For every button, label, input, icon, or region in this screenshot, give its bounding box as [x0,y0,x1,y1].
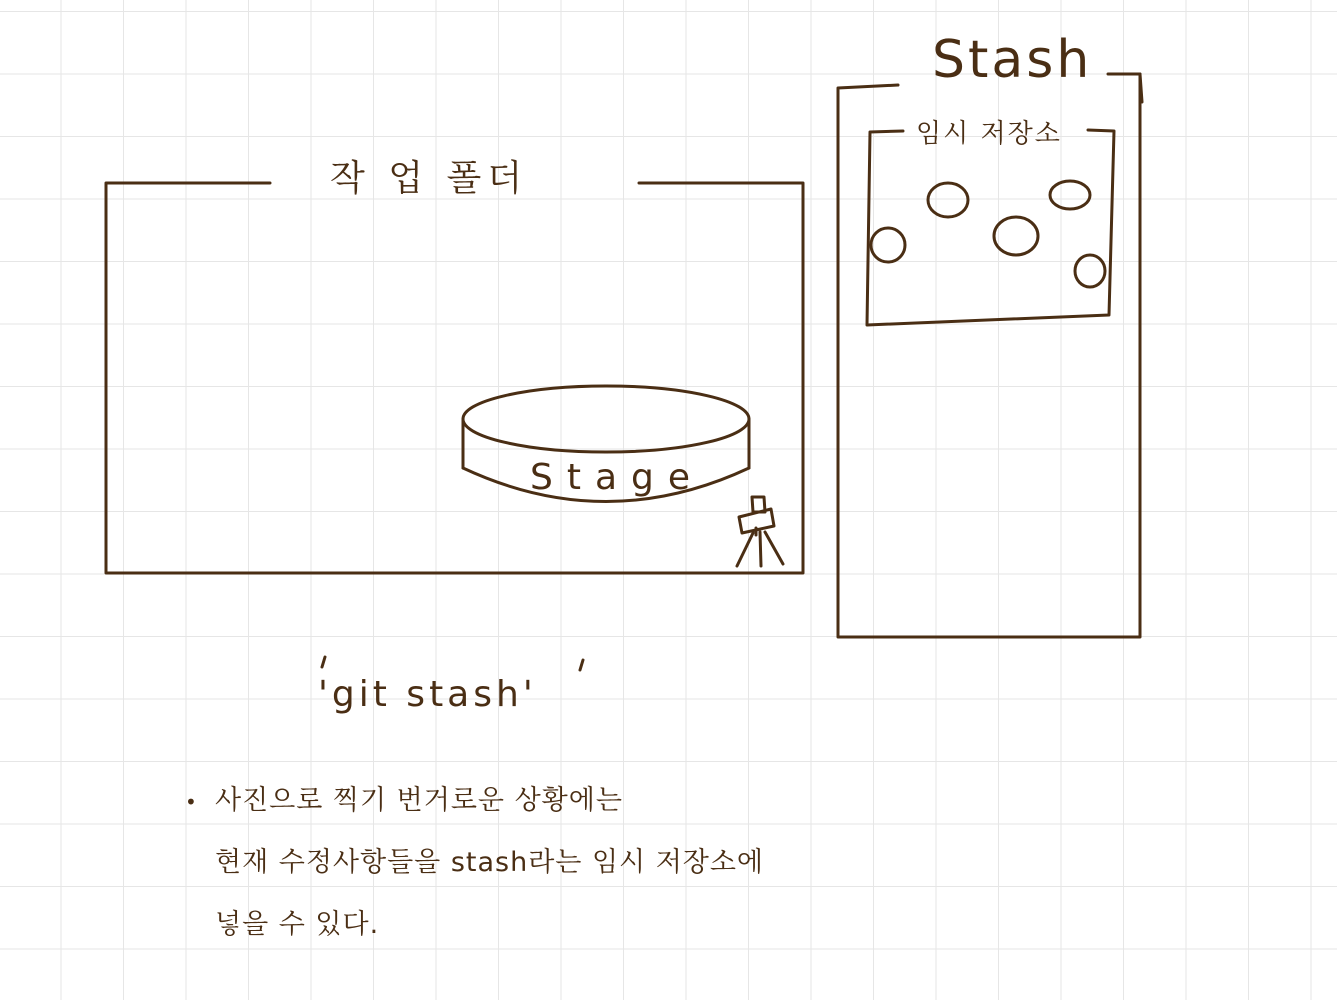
note-line: 현재 수정사항들을 stash라는 임시 저장소에 [215,847,765,878]
stage-label: Stage [530,457,705,498]
explanation-note [185,770,764,956]
stashed-item [1075,255,1105,287]
note-line: 넣을 수 있다. [215,909,380,940]
quote-mark-open [322,657,325,667]
note-line: • 사진으로 찍기 번거로운 상황에는 [185,770,764,832]
camera-icon [737,497,783,566]
stashed-item [994,217,1038,255]
temp-storage-box [867,130,1114,325]
stashed-item [1050,181,1090,209]
stash-box-right-tick [1140,74,1142,102]
bullet-icon: • [185,789,198,814]
temp-storage-label: 임시 저장소 [916,119,1062,149]
command-label: 'git stash' [318,674,537,715]
stash-box [838,74,1140,637]
stashed-item [928,183,968,217]
stash-title: Stash [932,30,1093,90]
work-folder-label: 작 업 폴더 [330,158,528,199]
work-folder-box [106,183,803,573]
quote-mark-close [580,660,583,670]
stashed-item [871,228,905,262]
